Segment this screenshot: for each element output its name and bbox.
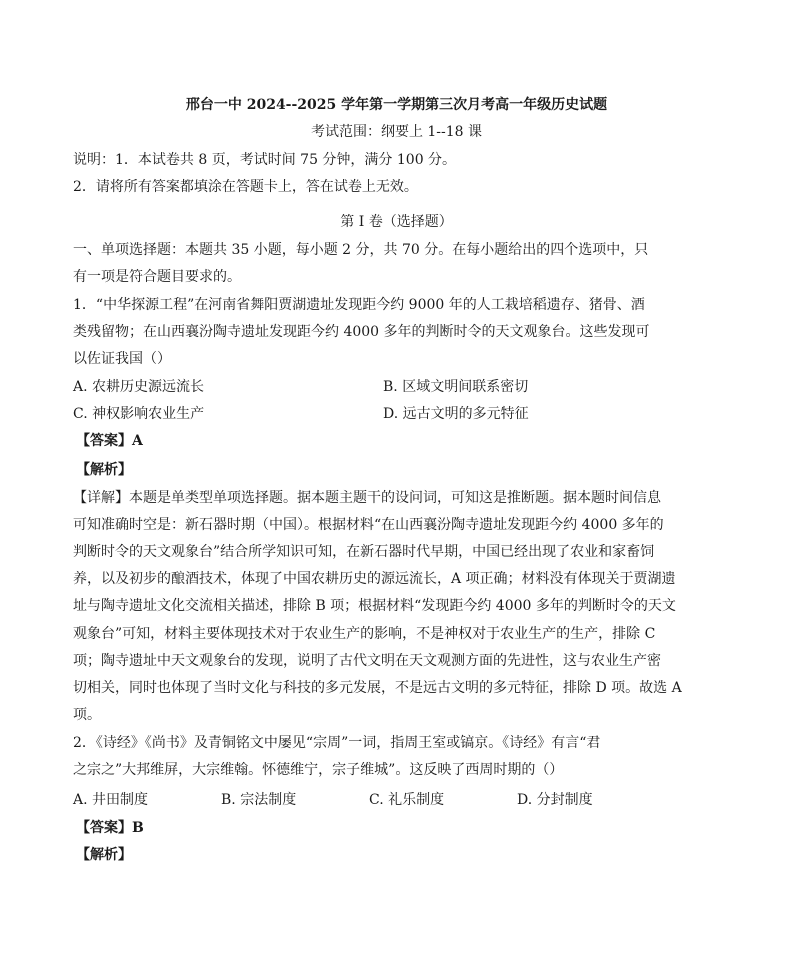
- q2-option-a: A. 井田制度: [73, 792, 149, 808]
- q1-analysis-line: 址与陶寺遗址文化交流相关描述，排除 B 项；根据材料“发现距今约 4000 多年的判断时令的天文: [73, 598, 676, 614]
- q1-analysis-line: 判断时令的天文观象台”结合所学知识可知，在新石器时代早期，中国已经出现了农业和家畜饲: [73, 544, 655, 560]
- q1-analysis-line: 切相关，同时也体现了当时文化与科技的多元发展，不是远古文明的多元特征，排除 D 项。故选 A: [73, 680, 682, 696]
- q2-option-b: B. 宗法制度: [221, 792, 297, 808]
- q1-option-c: C. 神权影响农业生产: [73, 406, 205, 422]
- q1-answer: 【答案】A: [76, 433, 143, 449]
- q2-stem-line: 之宗之”大邦维屏，大宗维翰。怀德维宁，宗子维城”。这反映了西周时期的（）: [73, 762, 564, 778]
- note-1: 说明：1．本试卷共 8 页，考试时间 75 分钟，满分 100 分。: [73, 152, 457, 168]
- section-instruction-line: 有一项是符合题目要求的。: [73, 269, 241, 285]
- q1-stem-line: 1．“中华探源工程”在河南省舞阳贾湖遗址发现距今约 9000 年的人工栽培稻遗存、猪骨、酒: [73, 297, 645, 313]
- exam-title: 邢台一中 2024--2025 学年第一学期第三次月考高一年级历史试题: [185, 97, 608, 113]
- q1-option-a: A. 农耕历史源远流长: [73, 379, 205, 395]
- q1-analysis-line: 项；陶寺遗址中天文观象台的发现，说明了古代文明在天文观测方面的先进性，这与农业生产密: [73, 653, 661, 669]
- q2-option-d: D. 分封制度: [517, 792, 593, 808]
- q2-option-c: C. 礼乐制度: [369, 792, 445, 808]
- q1-analysis-line: 养，以及初步的酿酒技术，体现了中国农耕历史的源远流长，A 项正确；材料没有体现关于贾湖遗: [73, 571, 676, 587]
- q1-analysis-line: 【详解】本题是单类型单项选择题。据本题主题干的设问词，可知这是推断题。据本题时间信息: [73, 490, 661, 506]
- q1-analysis-line: 项。: [73, 707, 101, 723]
- q1-analysis-line: 可知准确时空是：新石器时期（中国）。根据材料“在山西襄汾陶寺遗址发现距今约 4000 多年的: [73, 517, 664, 533]
- q1-stem-line: 类残留物；在山西襄汾陶寺遗址发现距今约 4000 多年的判断时令的天文观象台。这些发现可: [73, 324, 650, 340]
- note-2: 2．请将所有答案都填涂在答题卡上，答在试卷上无效。: [73, 179, 418, 195]
- q1-analysis-label: 【解析】: [76, 462, 132, 478]
- q1-option-b: B. 区域文明间联系密切: [383, 379, 529, 395]
- q2-analysis-label: 【解析】: [76, 847, 132, 863]
- q2-stem-line: 2．《诗经》《尚书》及青铜铭文中屡见“宗周”一词，指周王室或镐京。《诗经》有言“君: [73, 735, 601, 751]
- q1-option-d: D. 远古文明的多元特征: [383, 406, 529, 422]
- section-instruction-line: 一、单项选择题：本题共 35 小题，每小题 2 分，共 70 分。在每小题给出的四个选项中，只: [73, 242, 649, 258]
- q1-analysis-line: 观象台”可知，材料主要体现技术对于农业生产的影响，不是神权对于农业生产的生产，排除 C: [73, 626, 656, 642]
- exam-scope: 考试范围：纲要上 1--18 课: [310, 124, 483, 140]
- section-title: 第 I 卷（选择题）: [340, 214, 453, 230]
- q2-answer: 【答案】B: [76, 820, 144, 836]
- q1-stem-line: 以佐证我国（）: [73, 351, 171, 367]
